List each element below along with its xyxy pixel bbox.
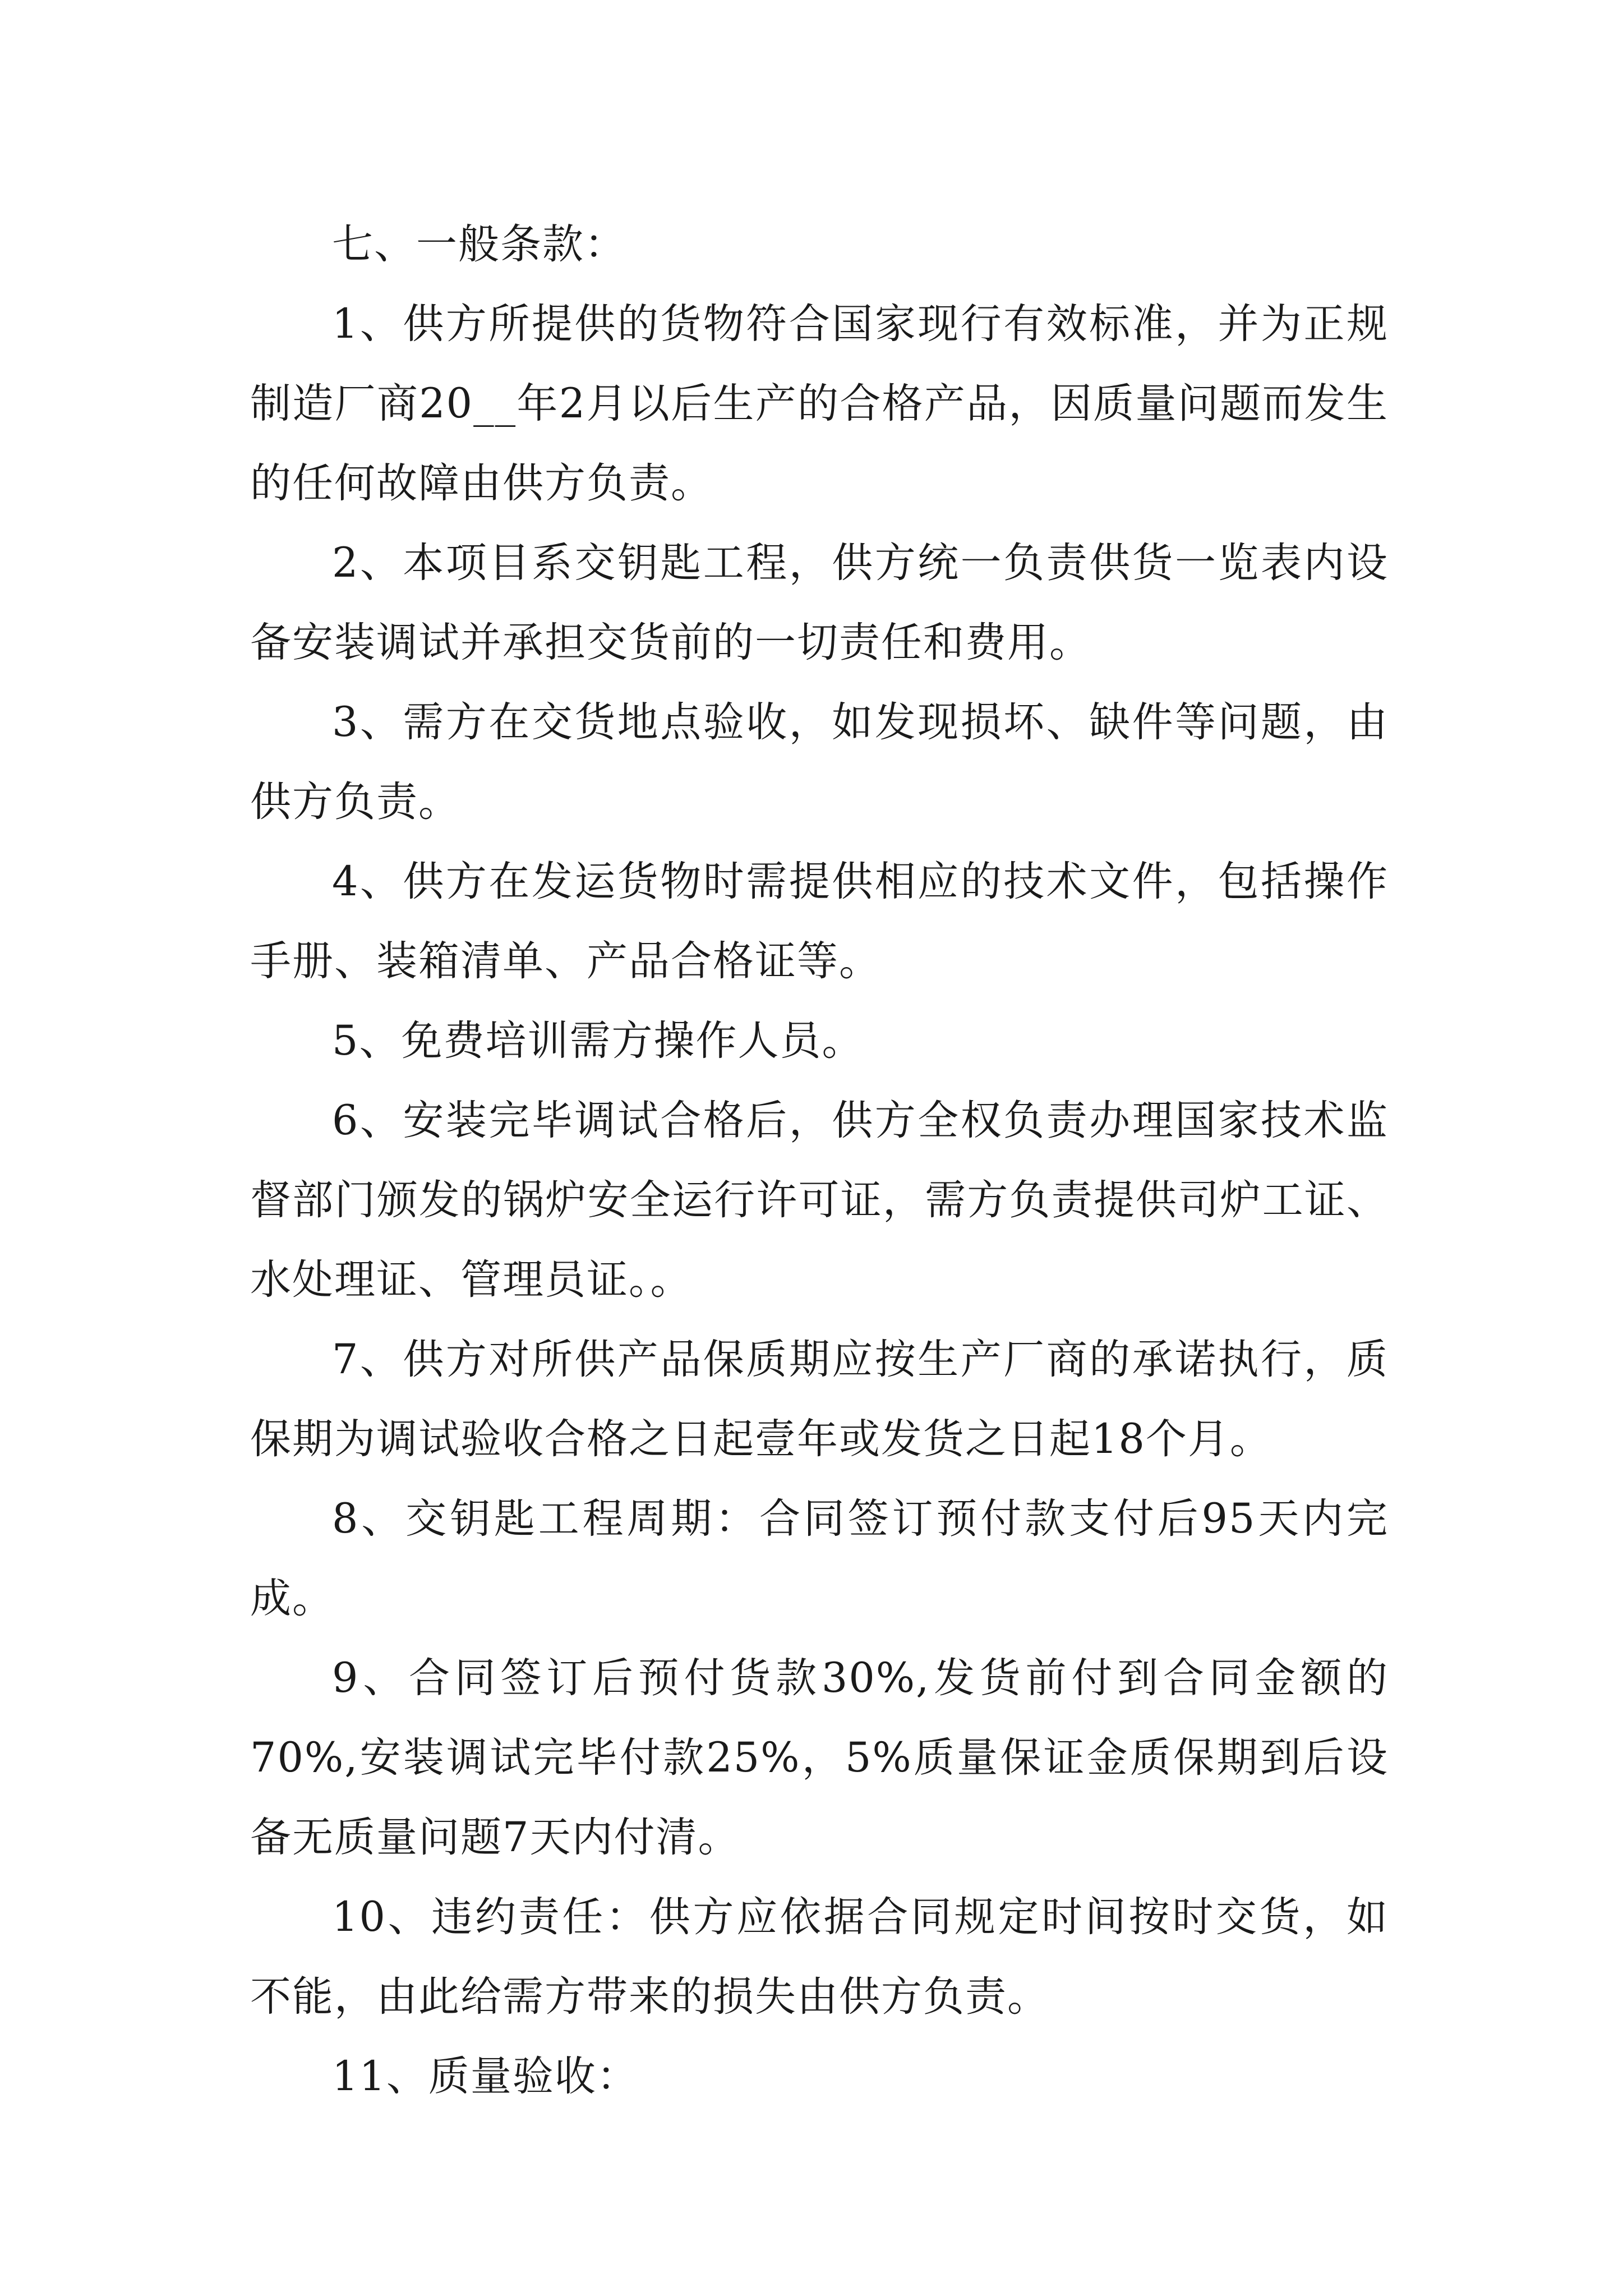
clause-5: 5、免费培训需方操作人员。 bbox=[332, 1017, 864, 1065]
clause-8: 8、交钥匙工程周期：合同签订预付款支付后95天内完成。 bbox=[250, 1495, 1389, 1622]
clause-1: 1、供方所提供的货物符合国家现行有效标准，并为正规制造厂商20__年2月以后生产的合格产品，因质量问题而发生的任何故障由供方负责。 bbox=[250, 300, 1389, 507]
clause-6: 6、安装完毕调试合格后，供方全权负责办理国家技术监督部门颁发的锅炉安全运行许可证，需方负责提供司炉工证、水处理证、管理员证。。 bbox=[250, 1097, 1389, 1304]
document-body bbox=[250, 205, 1389, 2116]
clause-3: 3、需方在交货地点验收，如发现损坏、缺件等问题，由供方负责。 bbox=[250, 698, 1389, 826]
clause-10: 10、违约责任：供方应依据合同规定时间按时交货，如不能，由此给需方带来的损失由供方负责。 bbox=[250, 1893, 1389, 2021]
clause-2: 2、本项目系交钥匙工程，供方统一负责供货一览表内设备安装调试并承担交货前的一切责任和费用。 bbox=[250, 539, 1389, 666]
clause-4: 4、供方在发运货物时需提供相应的技术文件，包括操作手册、装箱清单、产品合格证等。 bbox=[250, 858, 1389, 985]
clause-11: 11、质量验收： bbox=[332, 2053, 639, 2100]
clause-9: 9、合同签订后预付货款30%,发货前付到合同金额的70%,安装调试完毕付款25%，5%质量保证金质保期到后设备无质量问题7天内付清。 bbox=[250, 1654, 1389, 1861]
clause-7: 7、供方对所供产品保质期应按生产厂商的承诺执行，质保期为调试验收合格之日起壹年或发货之日起18个月。 bbox=[250, 1336, 1389, 1463]
section-heading: 七、一般条款： bbox=[332, 220, 626, 268]
